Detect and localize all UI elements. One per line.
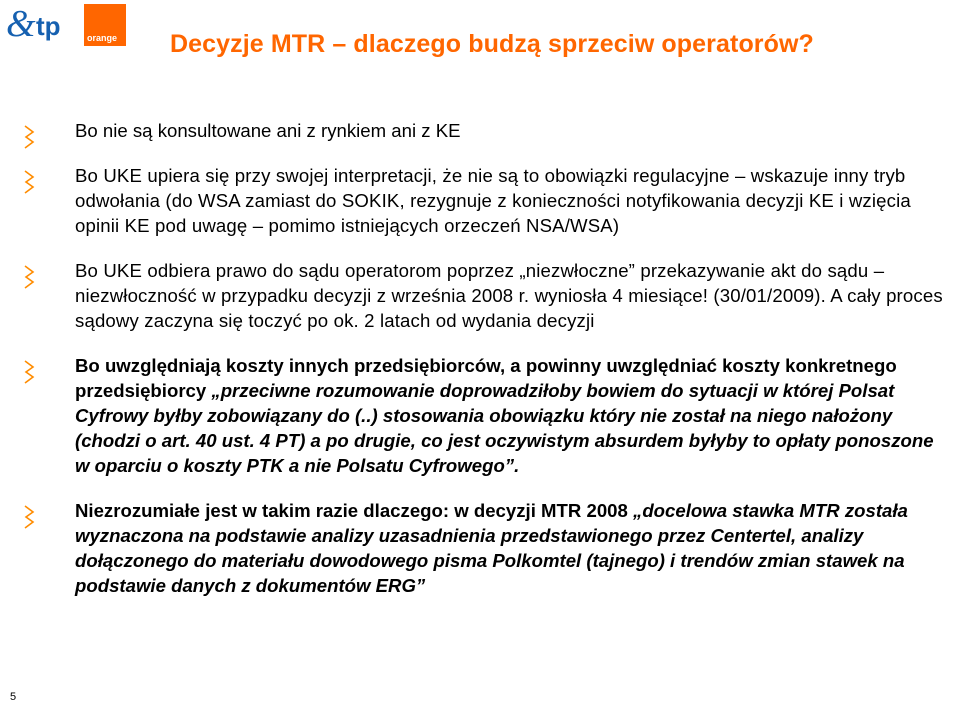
- bullet-text: Bo UKE upiera się przy swojej interpretacji, że nie są to obowiązki regulacyjne – wskazuje inny tryb odwołania (do WSA zamiast do SOKIK, rezygnuje z konieczności notyfikowania decyzji KE i wzięcia opinii KE pod uwagę – pomimo istniejących orzeczeń NSA/WSA): [75, 165, 911, 236]
- bullet-marker-icon: [22, 264, 36, 290]
- bullet-marker-icon: [22, 124, 36, 150]
- bullet-text: Bo nie są konsultowane ani z rynkiem ani z KE: [75, 120, 461, 141]
- tp-logo-text: tp: [36, 11, 61, 41]
- bullet-quote: „przeciwne rozumowanie doprowadziłoby bowiem do sytuacji w której Polsat Cyfrowy byłby zobowiązany do (..) stosowania obowiązku który nie został na niego nałożony (chodzi o art. 40 ust. 4 PT) a po drugie, co jest oczywistym absurdem byłyby to opłaty ponoszone w oparciu o koszty PTK a nie Polsatu Cyfrowego”.: [75, 380, 934, 476]
- bullet-text: Bo UKE odbiera prawo do sądu operatorom poprzez „niezwłoczne” przekazywanie akt do sądu – niezwłoczność w przypadku decyzji z września 2008 r. wyniosła 4 miesiące! (30/01/2009). A cały proces sądowy zaczyna się toczyć po ok. 2 latach od wydania decyzji: [75, 260, 943, 331]
- bullet-item: [22, 163, 952, 238]
- bullet-quote: „docelowa stawka MTR została wyznaczona na podstawie analizy uzasadnienia przedstawionego przez Centertel, analizy dołączonego do materiału dowodowego pisma Polkomtel (tajnego) i trendów zmian stawek na podstawie danych z dokumentów ERG”: [75, 500, 908, 596]
- bullet-text: [75, 498, 952, 598]
- bullet-item: [22, 118, 952, 143]
- bullet-text: [75, 353, 952, 478]
- orange-logo-text: orange: [87, 33, 118, 43]
- page-number: 5: [10, 691, 17, 703]
- bullet-marker-icon: [22, 169, 36, 195]
- bullet-item: [22, 258, 952, 333]
- tp-ampersand-icon: &: [6, 3, 36, 45]
- orange-logo: [84, 4, 126, 46]
- slide-title: Decyzje MTR – dlaczego budzą sprzeciw operatorów?: [170, 30, 814, 58]
- bullet-item: [22, 353, 952, 478]
- bullet-item: [22, 498, 952, 598]
- bullet-list: [22, 118, 952, 618]
- bullet-marker-icon: [22, 359, 36, 385]
- bullet-text-plain: Niezrozumiałe jest w takim razie dlaczego: w decyzji MTR 2008: [75, 500, 634, 521]
- bullet-marker-icon: [22, 504, 36, 530]
- bullet-text-plain: Bo uwzględniają koszty innych przedsiębiorców, a powinny uwzględniać koszty konkretnego przedsiębiorcy: [75, 355, 897, 401]
- tp-logo: [6, 3, 70, 46]
